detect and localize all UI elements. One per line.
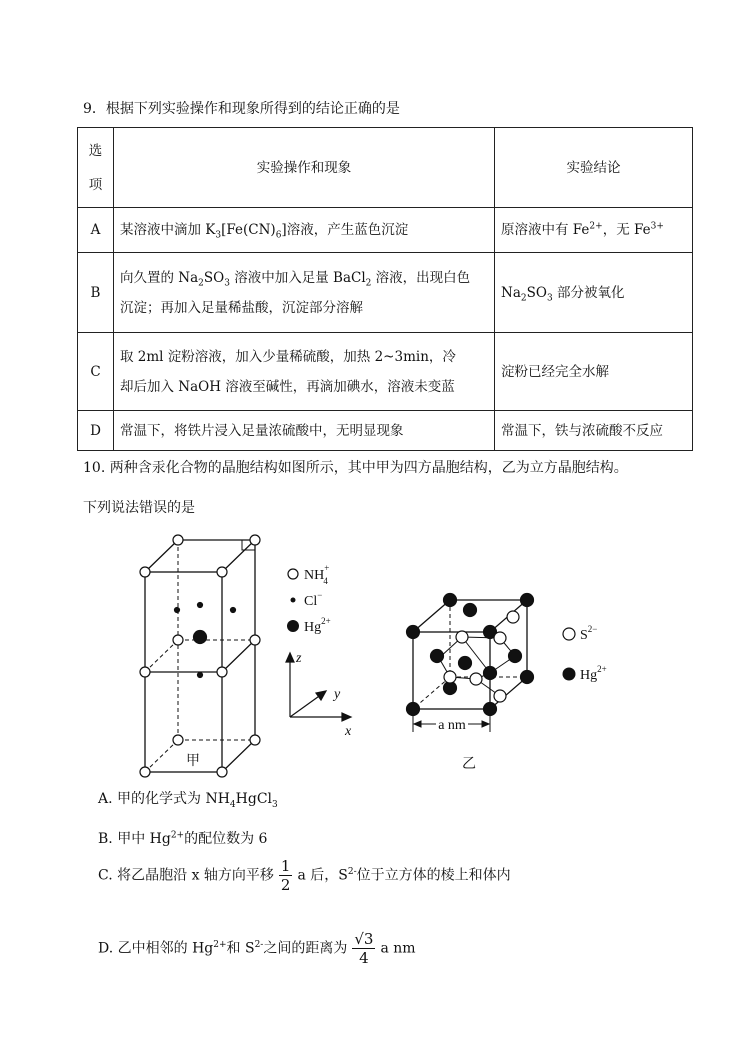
crystal-figure — [0, 520, 752, 780]
table-row — [78, 253, 693, 333]
fraction-sqrt3-over-4: $\frac{√3}{4}$ — [354, 930, 374, 967]
cell-jia — [145, 540, 255, 772]
table-row — [78, 208, 693, 253]
legend-s: $S^{2-}$ — [580, 624, 598, 643]
option-a: A. 甲的化学式为 $NH_4HgCl_3$ — [98, 791, 278, 810]
row-conclusion: 常温下，铁与浓硫酸不反应 — [495, 411, 693, 451]
option-b: B. 甲中 $Hg^{2+}$的配位数为 6 — [98, 830, 268, 847]
legend-hg-yi: $Hg^{2+}$ — [580, 664, 607, 683]
question-9-stem: 9．根据下列实验操作和现象所得到的结论正确的是 — [83, 101, 400, 117]
axis-y-label: y — [334, 687, 341, 702]
header-operation: 实验操作和现象 — [114, 128, 495, 208]
caption-yi: 乙 — [462, 756, 476, 772]
caption-jia: 甲 — [186, 753, 200, 769]
table-header-row — [78, 128, 693, 208]
row-operation: 取 2ml 淀粉溶液，加入少量稀硫酸，加热 2~3min，冷 却后加入 NaOH 溶液至碱性，再滴加碘水，溶液未变蓝 — [114, 333, 495, 411]
legend-hg-jia: $Hg^{2+}$ — [304, 616, 331, 635]
dimension-label: a nm — [438, 718, 466, 733]
row-option: A — [78, 208, 114, 253]
header-conclusion: 实验结论 — [495, 128, 693, 208]
legend-yi — [563, 624, 607, 683]
row-conclusion: $Na_2SO_3$ 部分被氧化 — [495, 253, 693, 333]
option-d: D. 乙中相邻的 $Hg^{2+}$和 $S^{2-}$之间的距离为 $\frac{√3}{4}$ a nm — [98, 930, 416, 967]
question-10-stem: 10. 两种含汞化合物的晶胞结构如图所示，其中甲为四方晶胞结构，乙为立方晶胞结构。 — [83, 460, 628, 476]
axis-z-label: z — [296, 651, 302, 666]
row-conclusion: 淀粉已经完全水解 — [495, 333, 693, 411]
cell-jia-atoms — [140, 535, 260, 777]
cell-yi-atoms — [407, 594, 534, 716]
axis-x-label: x — [345, 724, 352, 739]
header-option-bottom: 项 — [88, 176, 103, 193]
fraction-half: $\frac{1}{2}$ — [280, 857, 291, 894]
row-operation: 某溶液中滴加 $K_3[Fe(CN)_6]$溶液，产生蓝色沉淀 — [114, 208, 495, 253]
row-option: D — [78, 411, 114, 451]
row-operation: 向久置的 $Na_2SO_3$ 溶液中加入足量 BaCl$_2$ 溶液，出现白色 沉淀；再加入足量稀盐酸，沉淀部分溶解 — [114, 253, 495, 333]
row-conclusion: 原溶液中有 $Fe^{2+}$，无 $Fe^{3+}$ — [495, 208, 693, 253]
header-option-top: 选 — [88, 142, 103, 159]
row-option: C — [78, 333, 114, 411]
legend-nh4: NH+ 4 — [304, 563, 330, 586]
header-option — [78, 128, 114, 208]
row-operation: 常温下，将铁片浸入足量浓硫酸中，无明显现象 — [114, 411, 495, 451]
question-10-stem-2: 下列说法错误的是 — [83, 500, 195, 516]
table-row — [78, 333, 693, 411]
row-option: B — [78, 253, 114, 333]
option-c: C. 将乙晶胞沿 x 轴方向平移 $\frac{1}{2}$ a 后，$S^{2-}$位于立方体的棱上和体内 — [98, 857, 511, 894]
table-row — [78, 411, 693, 451]
legend-cl: Cl− — [304, 590, 323, 609]
legend-jia — [287, 563, 331, 635]
experiment-table — [77, 127, 693, 451]
